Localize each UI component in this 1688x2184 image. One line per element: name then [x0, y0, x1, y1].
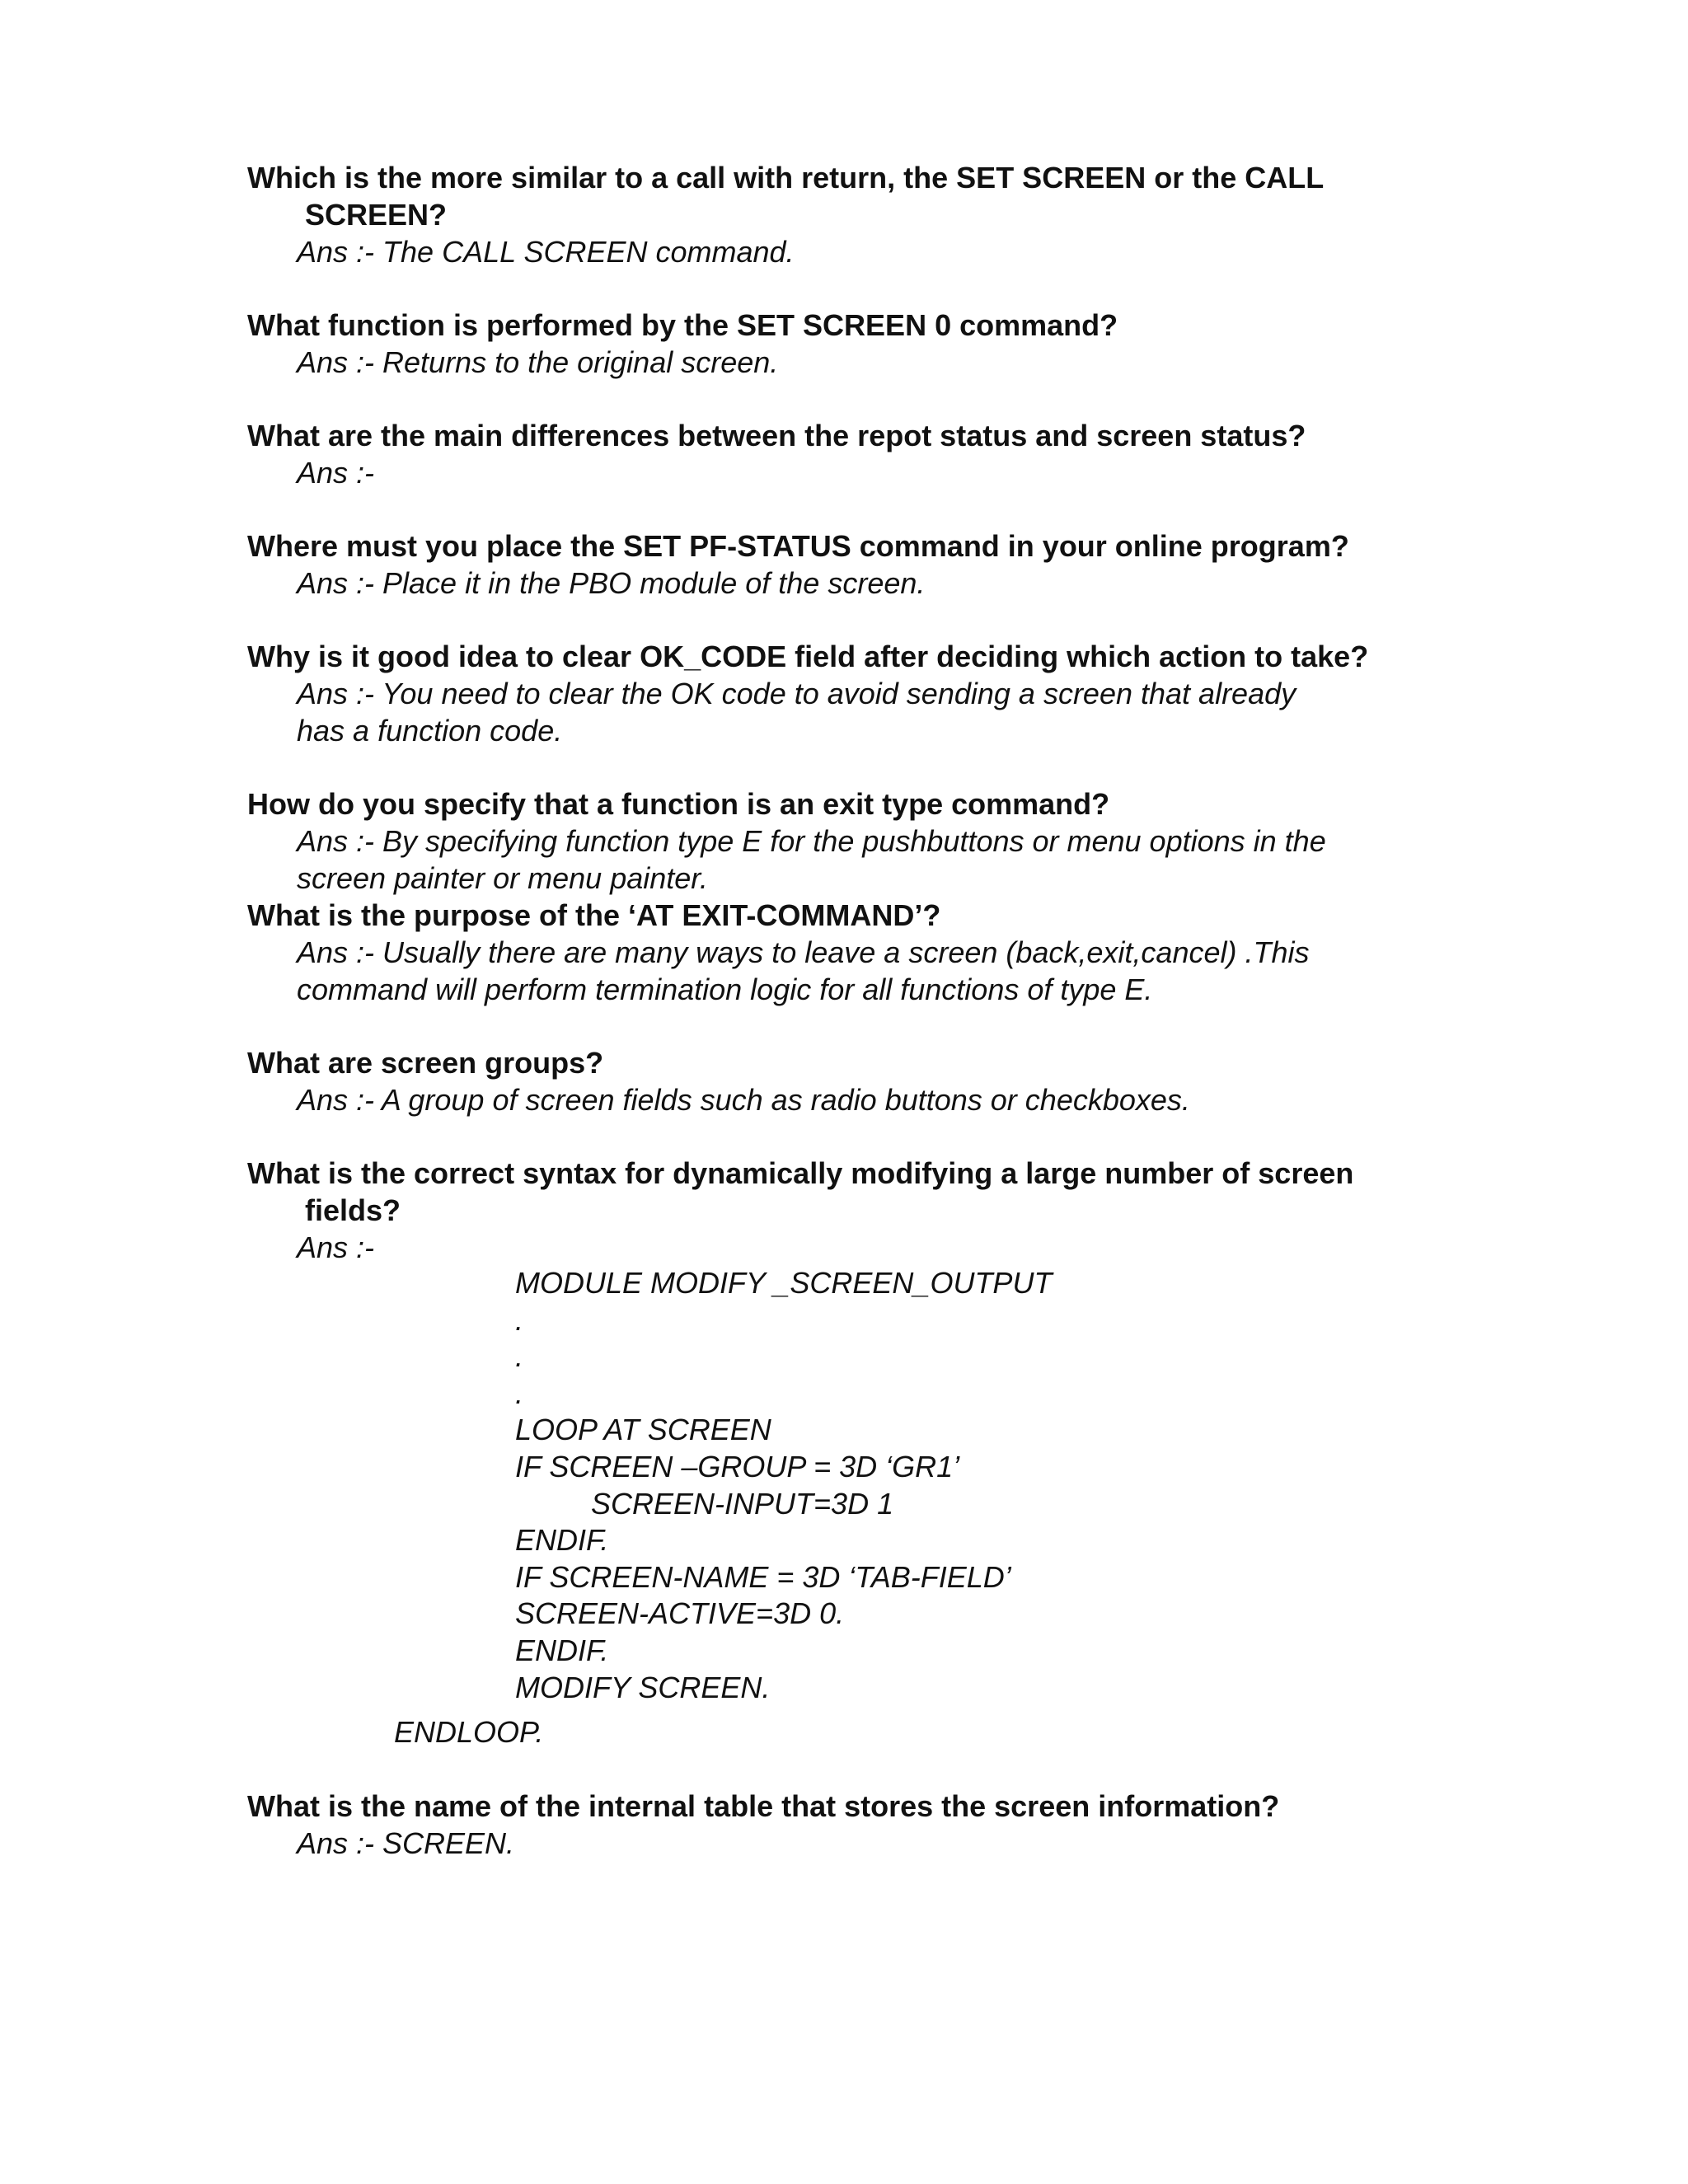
code-line: . — [515, 1376, 524, 1410]
question-1-line-1: Which is the more similar to a call with return, the SET SCREEN or the CALL — [247, 161, 1325, 194]
question-6: How do you specify that a function is an exit type command? — [247, 787, 1110, 821]
answer-9: Ans :- — [297, 1230, 375, 1264]
question-10: What is the name of the internal table that stores the screen information? — [247, 1789, 1280, 1823]
code-line: SCREEN-ACTIVE=3D 0. — [515, 1596, 845, 1631]
code-line: SCREEN-INPUT=3D 1 — [591, 1486, 894, 1521]
answer-6-line-2: screen painter or menu painter. — [297, 861, 708, 895]
answer-6-line-1: Ans :- By specifying function type E for the pushbuttons or menu options in the — [297, 824, 1326, 858]
answer-7-line-2: command will perform termination logic for all functions of type E. — [297, 972, 1153, 1006]
answer-5-line-1: Ans :- You need to clear the OK code to avoid sending a screen that already — [297, 677, 1296, 710]
code-line: . — [515, 1302, 524, 1337]
answer-10: Ans :- SCREEN. — [297, 1826, 515, 1860]
code-line: . — [515, 1339, 524, 1374]
answer-8: Ans :- A group of screen fields such as radio buttons or checkboxes. — [297, 1083, 1190, 1117]
question-2: What function is performed by the SET SCREEN 0 command? — [247, 308, 1118, 342]
code-line: LOOP AT SCREEN — [515, 1413, 771, 1447]
question-5: Why is it good idea to clear OK_CODE field after deciding which action to take? — [247, 640, 1369, 673]
code-line: MODIFY SCREEN. — [515, 1670, 771, 1704]
answer-7-line-1: Ans :- Usually there are many ways to leave a screen (back,exit,cancel) .This — [297, 935, 1310, 969]
answer-4: Ans :- Place it in the PBO module of the screen. — [297, 566, 926, 600]
code-block — [515, 1265, 1052, 1706]
code-line: IF SCREEN-NAME = 3D ‘TAB-FIELD’ — [515, 1559, 1011, 1594]
answer-3: Ans :- — [297, 456, 375, 490]
code-line: MODULE MODIFY _SCREEN_OUTPUT — [515, 1266, 1053, 1300]
answer-6 — [297, 823, 1326, 897]
code-line: ENDIF. — [515, 1633, 609, 1667]
question-9-line-2: fields? — [305, 1193, 401, 1227]
question-4: Where must you place the SET PF-STATUS command in your online program? — [247, 529, 1349, 563]
code-line: IF SCREEN –GROUP = 3D ‘GR1’ — [515, 1449, 960, 1483]
question-9-line-1: What is the correct syntax for dynamically modifying a large number of screen — [247, 1156, 1354, 1190]
question-1-line-2: SCREEN? — [305, 198, 448, 232]
answer-7 — [297, 934, 1310, 1008]
answer-5-line-2: has a function code. — [297, 714, 563, 748]
question-8: What are screen groups? — [247, 1046, 604, 1080]
answer-5 — [297, 675, 1296, 749]
answer-1: Ans :- The CALL SCREEN command. — [297, 235, 795, 269]
code-endloop: ENDLOOP. — [394, 1715, 544, 1749]
question-9 — [247, 1155, 1353, 1229]
question-1 — [247, 159, 1324, 233]
answer-2: Ans :- Returns to the original screen. — [297, 345, 779, 379]
code-line: ENDIF. — [515, 1523, 609, 1558]
question-7: What is the purpose of the ‘AT EXIT-COMMAND’? — [247, 898, 941, 932]
question-3: What are the main differences between the repot status and screen status? — [247, 419, 1306, 452]
